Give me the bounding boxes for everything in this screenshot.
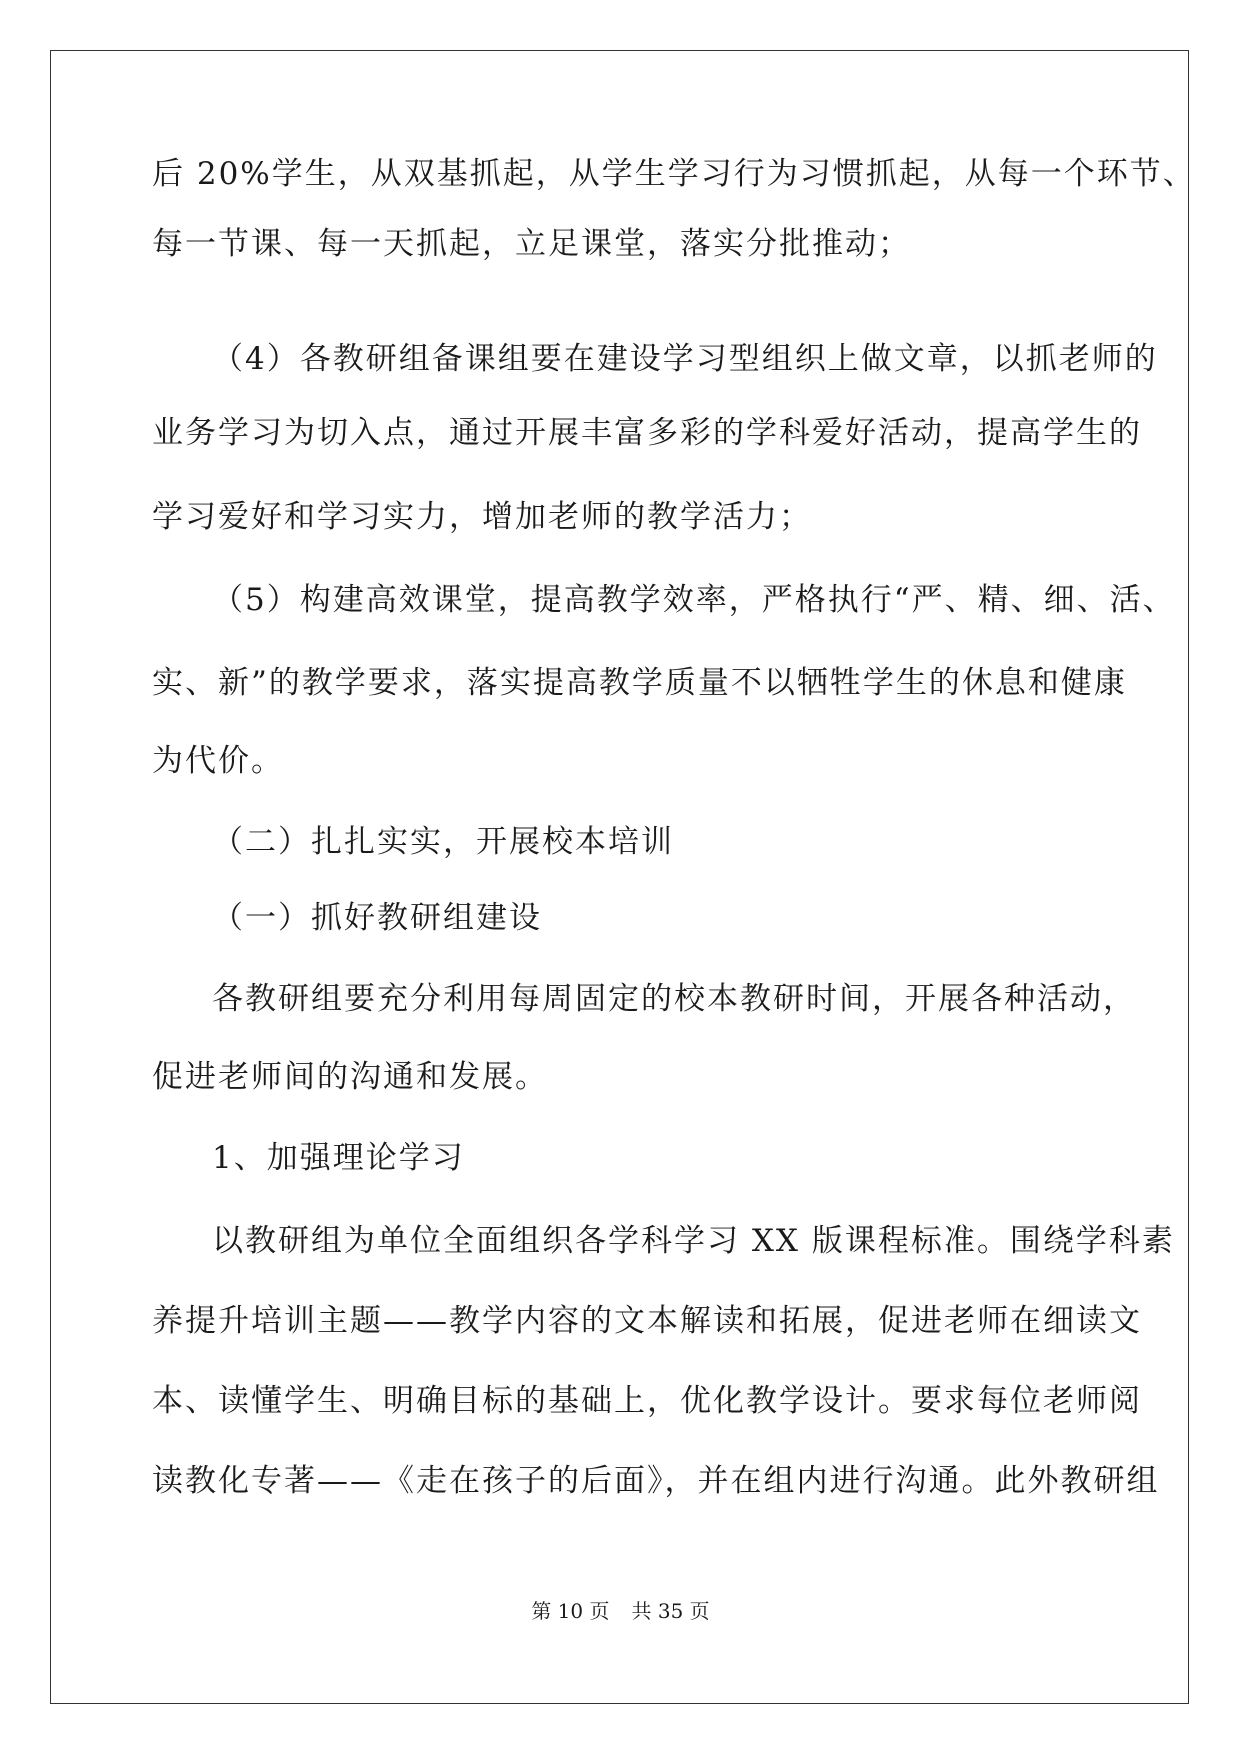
paragraph-line: 以教研组为单位全面组织各学科学习 XX 版课程标准。围绕学科素 — [212, 1223, 1175, 1259]
page-total: 共 35 页 — [631, 1599, 710, 1623]
page-border — [50, 50, 1196, 1704]
paragraph-line: 本、读懂学生、明确目标的基础上，优化教学设计。要求每位老师阅 — [152, 1383, 1142, 1419]
page-number: 第 10 页 — [531, 1599, 610, 1623]
paragraph-line: 业务学习为切入点，通过开展丰富多彩的学科爱好活动，提高学生的 — [152, 415, 1142, 451]
paragraph-line: 后 20%学生，从双基抓起，从学生学习行为习惯抓起，从每一个环节、 — [152, 156, 1196, 192]
section-heading: 1、加强理论学习 — [212, 1140, 465, 1176]
paragraph-line: 养提升培训主题——教学内容的文本解读和拓展，促进老师在细读文 — [152, 1303, 1142, 1339]
paragraph-line: 实、新”的教学要求，落实提高教学质量不以牺牲学生的休息和健康 — [152, 665, 1127, 701]
paragraph-line: 为代价。 — [152, 743, 284, 779]
section-heading: （一）抓好教研组建设 — [212, 900, 542, 936]
paragraph-line: 促进老师间的沟通和发展。 — [152, 1059, 548, 1095]
section-heading: （二）扎扎实实，开展校本培训 — [212, 824, 674, 860]
paragraph-line: 每一节课、每一天抓起，立足课堂，落实分批推动； — [152, 226, 911, 262]
page-footer — [0, 1597, 1241, 1625]
paragraph-line: 读教化专著——《走在孩子的后面》，并在组内进行沟通。此外教研组 — [152, 1463, 1160, 1499]
paragraph-line: （4）各教研组备课组要在建设学习型组织上做文章，以抓老师的 — [212, 341, 1158, 377]
paragraph-line: 学习爱好和学习实力，增加老师的教学活力； — [152, 499, 812, 535]
paragraph-line: 各教研组要充分利用每周固定的校本教研时间，开展各种活动， — [212, 981, 1136, 1017]
paragraph-line: （5）构建高效课堂，提高教学效率，严格执行“严、精、细、活、 — [212, 582, 1176, 618]
